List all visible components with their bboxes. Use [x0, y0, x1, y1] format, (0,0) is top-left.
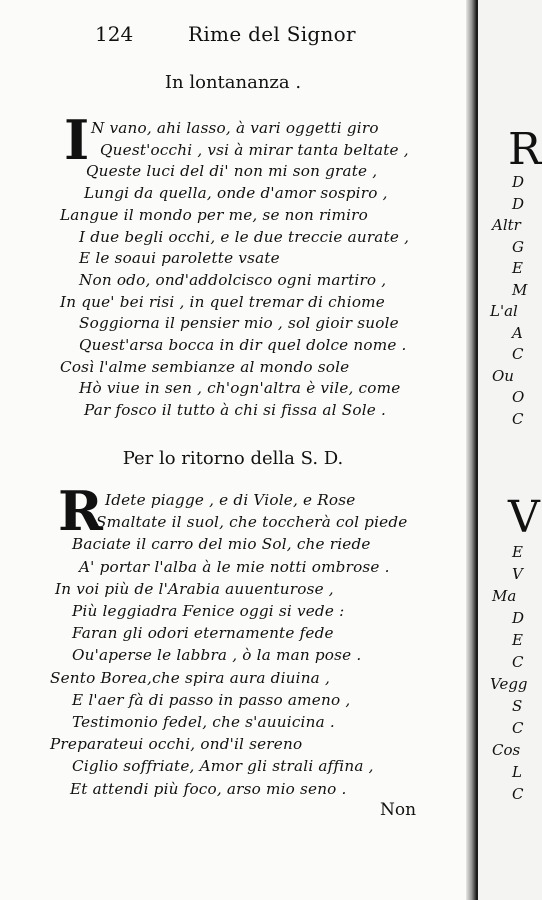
facing-drop-cap: V	[508, 492, 540, 543]
catchword: Non	[380, 800, 417, 820]
verse-line: In voi più de l'Arabia auuenturose ,	[55, 579, 334, 598]
verse-line: Faran gli odori eternamente fede	[72, 624, 334, 643]
facing-line-fragment: C	[512, 409, 524, 428]
verse-line: Par fosco il tutto à chi si fissa al Sole .	[84, 401, 386, 420]
verse-line: Langue il mondo per me, se non rimiro	[60, 205, 368, 224]
verse-line: Hò viue in sen , ch'ogn'altra è vile, come	[79, 379, 401, 398]
facing-page-fragment	[476, 0, 542, 900]
verse-line: Testimonio fedel, che s'auuicina .	[72, 713, 335, 731]
facing-line-fragment: D	[512, 609, 525, 627]
facing-line-fragment: Ma	[492, 587, 517, 605]
facing-line-fragment: C	[512, 345, 524, 363]
facing-line-fragment: C	[512, 785, 524, 803]
verse-line: Così l'alme sembianze al mondo sole	[60, 357, 350, 376]
verse-line: I due begli occhi, e le due treccie aurate ,	[79, 227, 410, 246]
verse-line: Quest'arsa bocca in dir quel dolce nome .	[79, 336, 407, 354]
verse-line: N vano, ahi lasso, à vari oggetti giro	[91, 119, 379, 137]
verse-line: Più leggiadra Fenice oggi si vede :	[72, 602, 345, 620]
verse-line: Lungi da quella, onde d'amor sospiro ,	[84, 184, 388, 203]
facing-line-fragment: G	[512, 237, 524, 256]
facing-line-fragment: D	[512, 194, 525, 213]
facing-line-fragment: Ou	[492, 366, 514, 385]
facing-line-fragment: Vegg	[490, 675, 528, 693]
facing-line-fragment: O	[512, 388, 525, 406]
verse-line: Soggiorna il pensier mio , sol gioir suole	[79, 314, 399, 333]
verse-line: A' portar l'alba à le mie notti ombrose .	[79, 557, 390, 576]
page-header	[95, 22, 395, 52]
drop-cap: R	[58, 479, 103, 543]
facing-line-fragment: E	[512, 543, 523, 561]
facing-line-fragment: D	[512, 173, 525, 191]
drop-cap: I	[64, 108, 90, 172]
book-gutter	[466, 0, 476, 900]
facing-line-fragment: C	[512, 653, 524, 671]
facing-line-fragment: L'al	[490, 302, 518, 320]
facing-line-fragment: E	[512, 631, 523, 649]
verse-line: E l'aer fà di passo in passo ameno ,	[72, 690, 351, 709]
facing-line-fragment: Altr	[492, 216, 521, 234]
verse-line: Queste luci del di' non mi son grate ,	[86, 162, 378, 181]
page-number: 124	[95, 22, 134, 46]
facing-line-fragment: S	[512, 697, 523, 715]
facing-line-fragment: Cos	[492, 741, 521, 759]
running-title: Rime del Signor	[188, 22, 356, 46]
facing-drop-cap: R	[508, 124, 542, 175]
verse-line: In que' bei risi , in quel tremar di chiome	[60, 292, 385, 311]
poem-title-per-lo-ritorno: Per lo ritorno della S. D.	[122, 448, 344, 469]
verse-line: Baciate il carro del mio Sol, che riede	[72, 535, 371, 554]
facing-line-fragment: M	[512, 280, 528, 299]
verse-line: Sento Borea,che spira aura diuina ,	[50, 668, 330, 687]
verse-line: Ou'aperse le labbra , ò la man pose .	[72, 646, 362, 665]
facing-line-fragment: C	[512, 719, 524, 737]
facing-line-fragment: V	[512, 565, 523, 583]
verse-line: Et attendi più foco, arso mio seno .	[70, 779, 347, 798]
poem-title-in-lontananza: In lontananza .	[164, 72, 302, 93]
verse-line: E le soaui parolette vsate	[79, 249, 280, 268]
facing-line-fragment: A	[512, 323, 523, 342]
verse-line: Quest'occhi , vsi à mirar tanta beltate ,	[100, 140, 409, 159]
facing-line-fragment: L	[512, 763, 522, 781]
verse-line: Non odo, ond'addolcisco ogni martiro ,	[79, 270, 387, 289]
facing-line-fragment: E	[512, 259, 523, 277]
verse-line: Preparateui occhi, ond'il sereno	[50, 735, 303, 754]
verse-line: Idete piagge , e di Viole, e Rose	[105, 491, 356, 509]
verse-line: Ciglio soffriate, Amor gli strali affina ,	[72, 757, 374, 776]
verse-line: Smaltate il suol, che toccherà col piede	[96, 513, 408, 532]
